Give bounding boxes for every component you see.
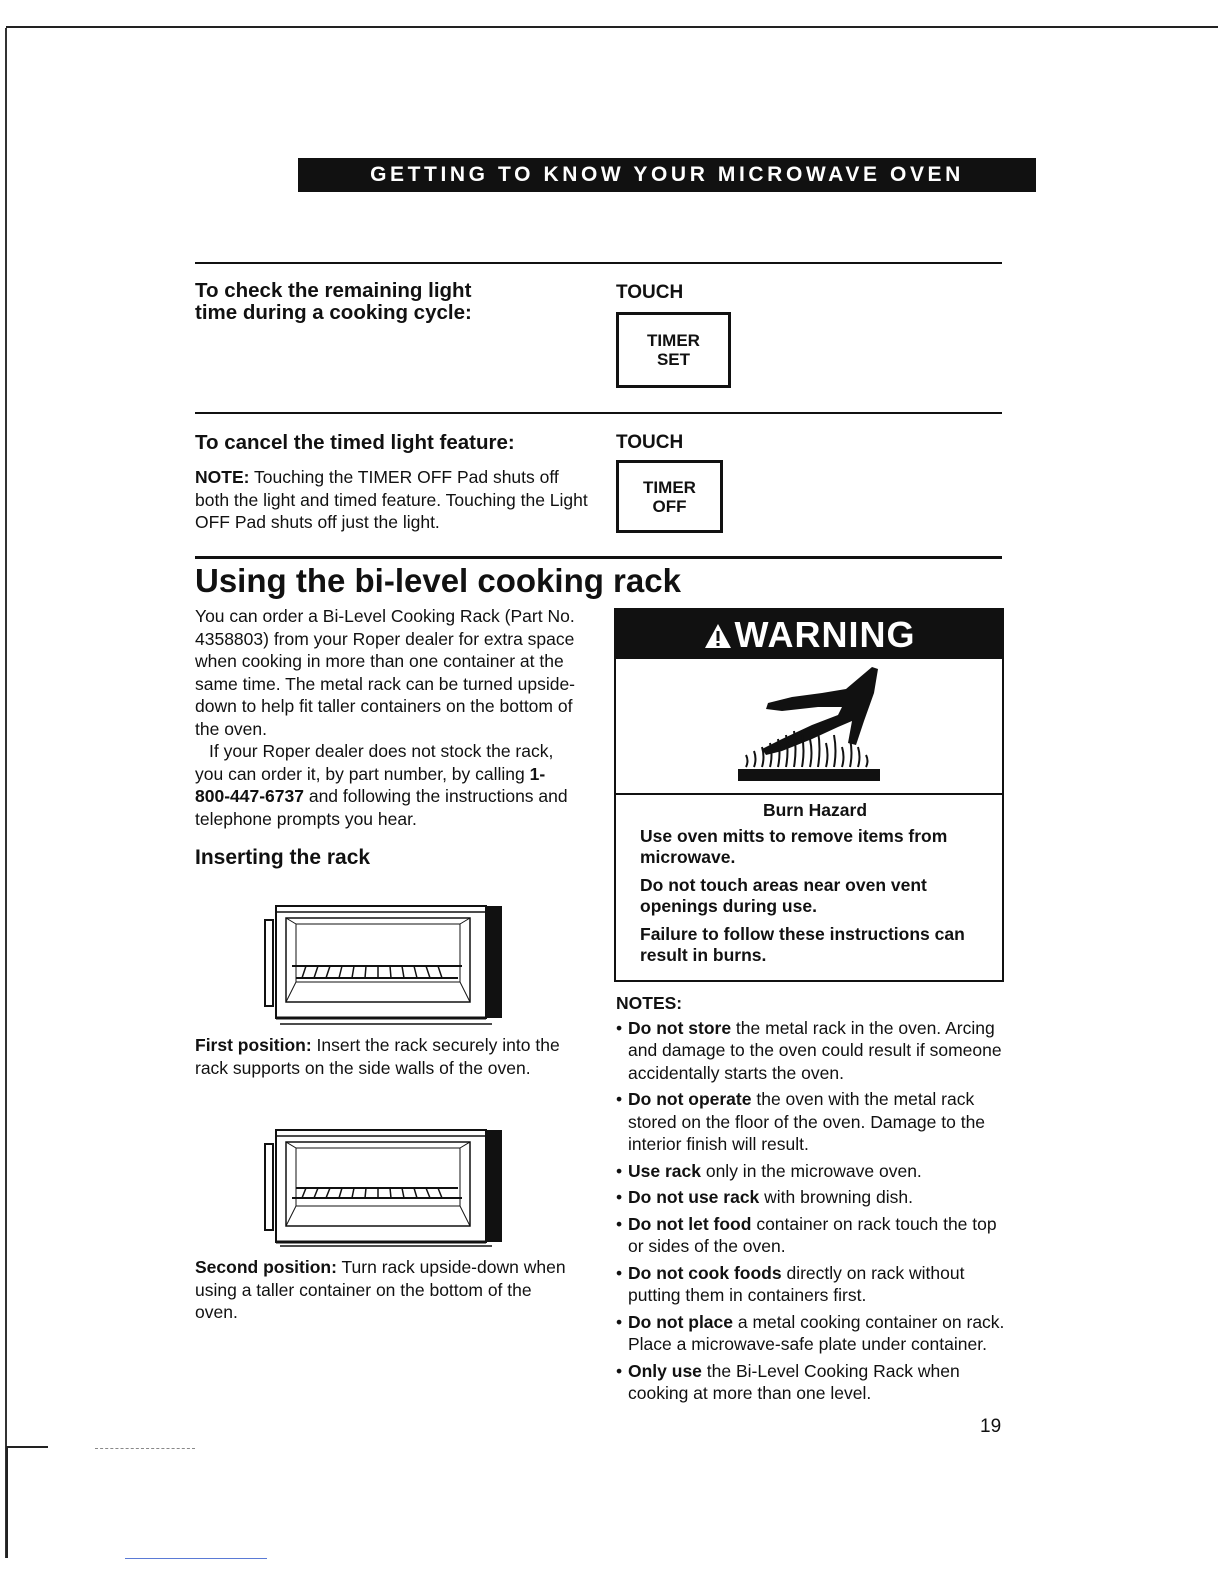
divider xyxy=(195,556,1002,559)
divider xyxy=(195,412,1002,414)
warning-line: Use oven mitts to remove items from microwave. xyxy=(640,825,948,867)
scan-line xyxy=(125,1558,267,1559)
timer-off-pad[interactable] xyxy=(616,460,723,533)
notes-section xyxy=(616,992,1016,1409)
pad-label: TIMER xyxy=(643,477,696,497)
oven-second-position-illustration xyxy=(262,1124,507,1252)
note-text: directly on rack without putting them in containers first. xyxy=(628,1262,965,1305)
first-position-text xyxy=(195,1034,575,1079)
note-bold: Do not operate xyxy=(628,1089,752,1109)
warning-line: Do not touch areas near oven vent openings during use. xyxy=(640,874,927,916)
pad-label: TIMER xyxy=(647,331,700,350)
note-label: NOTE: xyxy=(195,467,250,487)
note-text: the Bi-Level Cooking Rack when cooking at more than one level. xyxy=(628,1360,960,1403)
crop-mark xyxy=(8,1446,48,1448)
page-border-top xyxy=(6,26,1218,28)
cancel-note xyxy=(195,466,590,534)
page-border-left xyxy=(5,28,7,1558)
list-item xyxy=(616,1160,1016,1183)
list-item xyxy=(616,1213,1016,1258)
note-text: Touching the TIMER OFF Pad shuts off both the light and timed feature. Touching the Light OFF Pad shuts off just the light. xyxy=(195,467,588,532)
list-item xyxy=(616,1262,1016,1307)
first-position-desc: Insert the rack securely into the rack supports on the side walls of the oven. xyxy=(195,1035,560,1078)
crop-mark xyxy=(95,1448,195,1450)
phone-number: 1-800-447-6737 xyxy=(195,763,546,806)
list-item xyxy=(616,1311,1016,1356)
page-number: 19 xyxy=(980,1416,1002,1437)
first-position-label: First position: xyxy=(195,1035,312,1055)
note-text: the oven with the metal rack stored on the floor of the oven. Damage to the interior finish will result. xyxy=(628,1089,986,1154)
check-heading-line: To check the remaining light xyxy=(195,279,472,302)
list-item xyxy=(616,1360,968,1405)
touch-label: TOUCH xyxy=(616,282,684,303)
crop-mark xyxy=(6,1446,8,1558)
list-item xyxy=(616,1186,1016,1209)
second-position-text xyxy=(195,1256,575,1324)
pad-label: SET xyxy=(656,350,691,369)
note-bold: Do not use rack xyxy=(628,1187,760,1207)
note-bold: Only use xyxy=(628,1360,702,1381)
note-text: a metal cooking container on rack. Place a microwave-safe plate under container. xyxy=(628,1311,1005,1354)
touch-label: TOUCH xyxy=(616,432,684,453)
cancel-heading: To cancel the timed light feature: xyxy=(195,431,515,454)
note-bold: Do not place xyxy=(628,1311,734,1332)
check-heading-line: time during a cooking cycle: xyxy=(195,301,472,324)
note-bold: Use rack xyxy=(628,1160,701,1181)
order-paragraph xyxy=(195,740,580,830)
warning-pictogram xyxy=(616,659,1002,795)
note-text: only in the microwave oven. xyxy=(700,1160,922,1181)
warning-text xyxy=(640,800,990,973)
section-title: Using the bi-level cooking rack xyxy=(195,562,681,599)
hand-heat-icon xyxy=(616,659,1002,793)
warning-title: WARNING xyxy=(734,614,916,655)
rack-intro xyxy=(195,605,580,830)
warning-triangle-icon xyxy=(703,622,733,650)
note-text: container on rack touch the top or sides of the oven. xyxy=(628,1213,997,1256)
second-position-desc: Turn rack upside-down when using a taller container on the bottom of the oven. xyxy=(195,1257,566,1322)
inserting-heading: Inserting the rack xyxy=(195,846,371,869)
note-text: with browning dish. xyxy=(759,1187,913,1207)
oven-first-position-illustration xyxy=(262,900,507,1030)
order-text: and following the instructions and telephone prompts you hear. xyxy=(195,786,568,829)
warning-line: Failure to follow these instructions can result in burns. xyxy=(640,923,965,965)
warning-box xyxy=(614,608,1004,982)
divider xyxy=(195,262,1002,264)
note-text: the metal rack in the oven. Arcing and damage to the oven could result if someone accidentally starts the oven. xyxy=(628,1017,1002,1083)
check-heading xyxy=(195,280,595,324)
hazard-title: Burn Hazard xyxy=(762,800,868,820)
note-bold: Do not store xyxy=(628,1017,732,1038)
order-text: If your Roper dealer does not stock the rack, you can order it, by part number, by calling xyxy=(195,741,554,784)
section-header: GETTING TO KNOW YOUR MICROWAVE OVEN xyxy=(298,158,1036,192)
warning-header xyxy=(616,610,1002,659)
second-position-label: Second position: xyxy=(195,1257,337,1277)
intro-paragraph: You can order a Bi-Level Cooking Rack (Part No. 4358803) from your Roper dealer for extra space when cooking in more than one container at the same time. The metal rack can be turned upside-down to help fit taller containers on the bottom of the oven. xyxy=(195,606,576,739)
timer-set-pad[interactable] xyxy=(616,312,731,388)
note-bold: Do not let food xyxy=(628,1213,752,1234)
list-item xyxy=(616,1017,1016,1085)
list-item xyxy=(616,1088,1016,1156)
pad-label: OFF xyxy=(652,496,687,516)
notes-list xyxy=(616,1017,1016,1405)
note-bold: Do not cook foods xyxy=(628,1262,782,1283)
notes-heading: NOTES: xyxy=(616,993,683,1013)
